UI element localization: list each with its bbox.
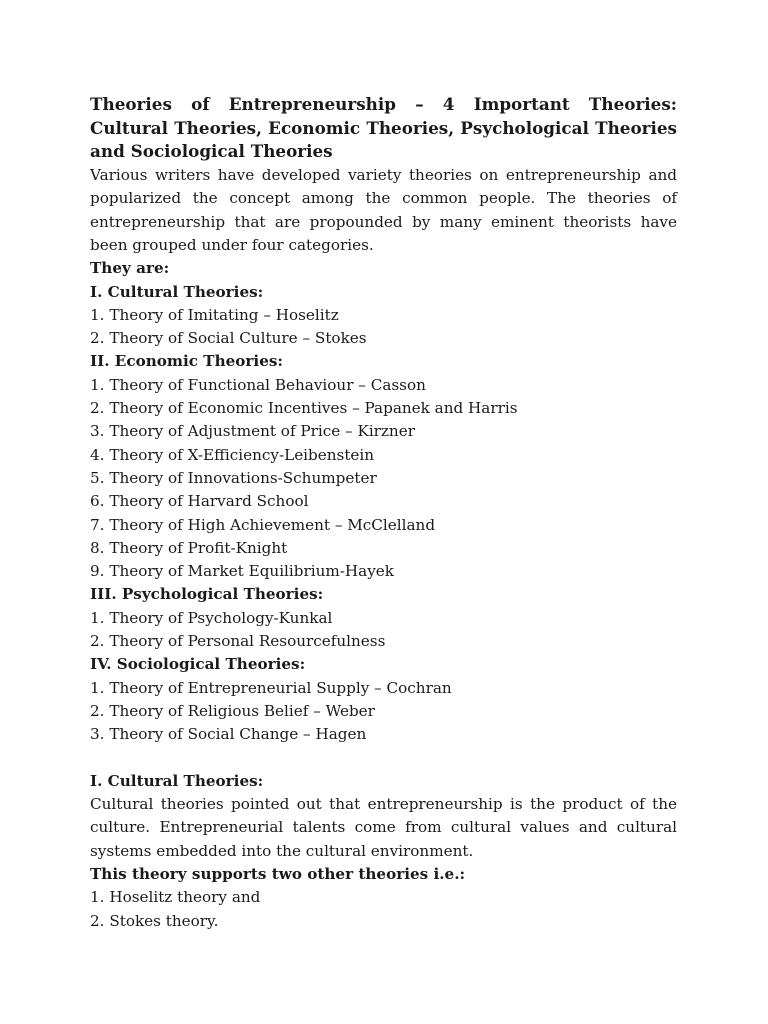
list-item: 1. Theory of Imitating – Hoselitz [90, 305, 339, 324]
document-title: Theories of Entrepreneurship – 4 Important Theories: Cultural Theories, Economic Theories, Psychological Theories and Sociological Theories [90, 94, 677, 162]
cultural-paragraph: Cultural theories pointed out that entrepreneurship is the product of the culture. Entrepreneurial talents come from cultural values and cultural systems embedded into the cultural environment. [90, 795, 677, 860]
economic-theories-list [90, 350, 677, 583]
list-item: 7. Theory of High Achievement – McClelland [90, 515, 436, 534]
list-item: 1. Theory of Functional Behaviour – Casson [90, 375, 426, 394]
list-item: 1. Theory of Entrepreneurial Supply – Cochran [90, 678, 452, 697]
section-heading: III. Psychological Theories: [90, 585, 324, 604]
blank-line [90, 747, 677, 770]
list-item: 1. Theory of Psychology-Kunkal [90, 608, 333, 627]
list-item: 3. Theory of Adjustment of Price – Kirzner [90, 422, 415, 441]
cultural-theories-list [90, 281, 677, 351]
psychological-theories-list [90, 583, 677, 653]
section-heading: I. Cultural Theories: [90, 771, 264, 790]
list-item: 2. Theory of Personal Resourcefulness [90, 632, 386, 651]
list-item: 3. Theory of Social Change – Hagen [90, 725, 367, 744]
intro-paragraph: Various writers have developed variety theories on entrepreneurship and popularized the concept among the common people. The theories of entrepreneurship that are propounded by many eminent theorists have been grouped under four categories. [90, 166, 677, 254]
they-are-label: They are: [90, 259, 170, 278]
section-heading: II. Economic Theories: [90, 352, 284, 371]
list-item: 4. Theory of X-Efficiency-Leibenstein [90, 445, 375, 464]
list-item: 1. Hoselitz theory and [90, 888, 261, 907]
list-item: 6. Theory of Harvard School [90, 492, 309, 511]
list-item: 2. Theory of Social Culture – Stokes [90, 329, 367, 348]
list-item: 8. Theory of Profit-Knight [90, 538, 288, 557]
supports-label: This theory supports two other theories i.e.: [90, 865, 466, 884]
list-item: 9. Theory of Market Equilibrium-Hayek [90, 562, 394, 581]
list-item: 2. Stokes theory. [90, 911, 219, 930]
cultural-theories-section [90, 770, 677, 933]
document-page [90, 93, 677, 933]
sociological-theories-list [90, 653, 677, 746]
list-item: 2. Theory of Religious Belief – Weber [90, 701, 375, 720]
section-heading: IV. Sociological Theories: [90, 655, 306, 674]
section-heading: I. Cultural Theories: [90, 282, 264, 301]
list-item: 5. Theory of Innovations-Schumpeter [90, 468, 377, 487]
list-item: 2. Theory of Economic Incentives – Papanek and Harris [90, 399, 518, 418]
